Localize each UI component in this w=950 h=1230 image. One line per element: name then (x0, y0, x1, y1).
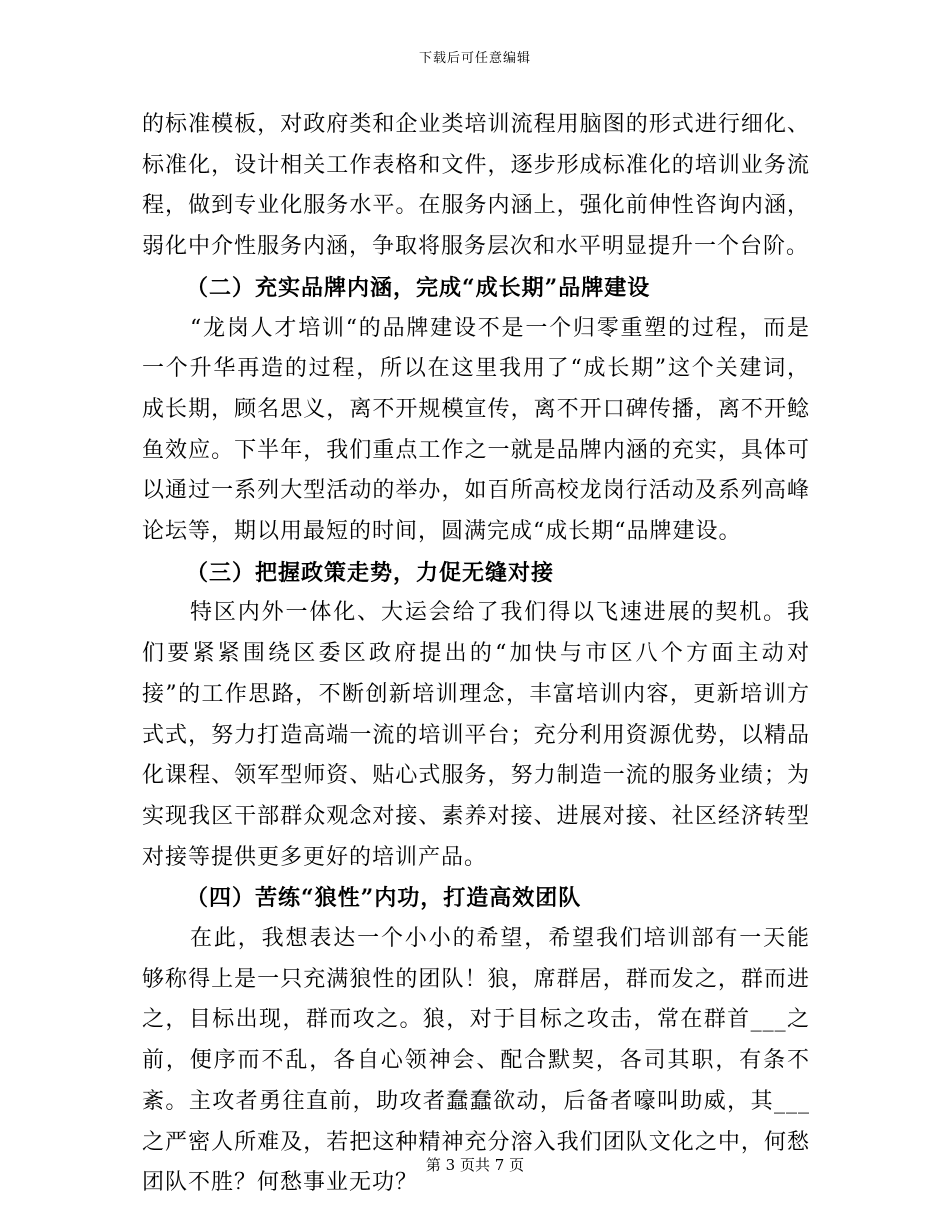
page-header: 下载后可任意编辑 (418, 51, 531, 66)
paragraph-policy-docking: 特区内外一体化、大运会给了我们得以飞速进展的契机。我们要紧紧围绕区委区政府提出的“加快与市区八个方面主动对接”的工作思路，不断创新培训理念，丰富培训内容，更新培训方式式，努力打造高端一流的培训平台；充分利用资源优势，以精品化课程、领军型师资、贴心式服务，努力制造一流的服务业绩；为实现我区干部群众观念对接、素养对接、进展对接、社区经济转型对接等提供更多更好的培训产品。 (142, 600, 810, 870)
paragraph-team-building: 在此，我想表达一个小小的希望，希望我们培训部有一天能够称得上是一只充满狼性的团队！狼，席群居，群而发之，群而进之，目标出现，群而攻之。狼，对于目标之攻击，常在群首___之前，便序而不乱，各自心领神会、配合默契，各司其职，有条不紊。主攻者勇往直前，助攻者蠢蠢欲动，后备者嚎叫助威，其___之严密人所难及，若把这种精神充分溶入我们团队文化之中，何愁团队不胜？何愁事业无功？ (142, 926, 810, 1196)
document-body (142, 105, 810, 1204)
section-heading-3: （三）把握政策走势，力促无缝对接 (186, 559, 555, 586)
paragraph-brand-building: “龙岗人才培训“的品牌建设不是一个归零重塑的过程，而是一个升华再造的过程，所以在这里我用了“成长期”这个关建词，成长期，顾名思义，离不开规模宣传，离不开口碑传播，离不开鲶鱼效应。下半年，我们重点工作之一就是品牌内涵的充实，具体可以通过一系列大型活动的举办，如百所高校龙岗行活动及系列高峰论坛等，期以用最短的时间，圆满完成“成长期“品牌建设。 (142, 315, 810, 545)
section-heading-4: （四）苦练“狼性”内功，打造高效团队 (186, 885, 582, 912)
paragraph-continuation: 的标准模板，对政府类和企业类培训流程用脑图的形式进行细化、标准化，设计相关工作表格和文件，逐步形成标准化的培训业务流程，做到专业化服务水平。在服务内涵上，强化前伸性咨询内涵，弱化中介性服务内涵，争取将服务层次和水平明显提升一个台阶。 (142, 112, 810, 260)
section-heading-2: （二）充实品牌内涵，完成“成长期”品牌建设 (186, 274, 651, 301)
page-footer: 第 3 页共 7 页 (425, 1156, 525, 1174)
